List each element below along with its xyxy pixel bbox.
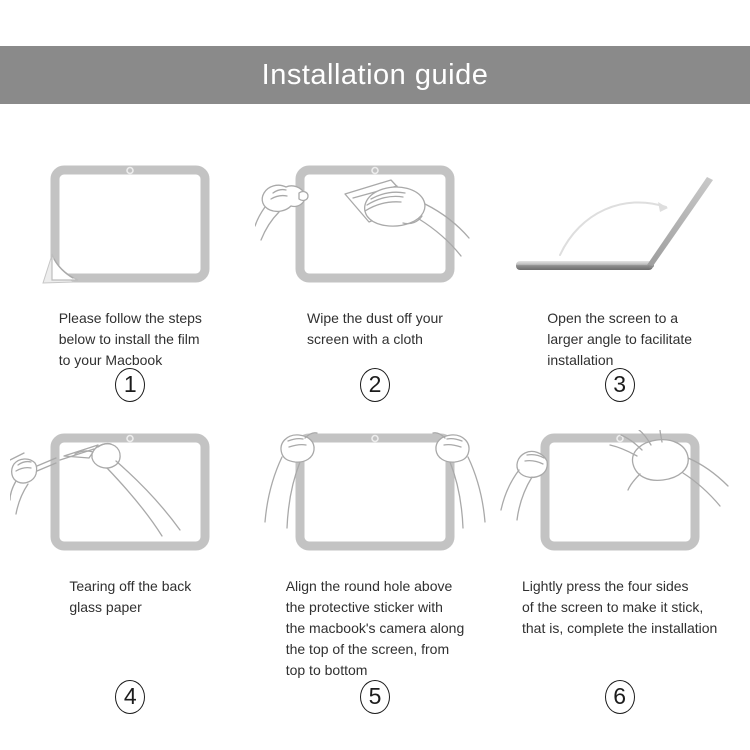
thumb-tip <box>299 192 308 201</box>
screen-frame <box>300 438 450 546</box>
step-1-number-badge: 1 <box>115 368 145 402</box>
step-2-figure <box>255 160 495 288</box>
header-banner <box>0 46 750 104</box>
wrist-line <box>255 207 265 226</box>
step-4-caption: Tearing off the back glass paper <box>69 578 192 615</box>
open-laptop-illustration <box>500 162 740 288</box>
step-5-figure <box>255 428 495 556</box>
wipe-cloth-illustration <box>255 162 495 288</box>
steps-row-1 <box>8 160 742 402</box>
step-6-figure <box>500 428 740 556</box>
step-3-caption: Open the screen to a larger angle to facilitate installation <box>547 310 693 368</box>
steps-row-2 <box>8 428 742 714</box>
step-1-figure <box>10 160 250 288</box>
step-1 <box>8 160 253 402</box>
step-4 <box>8 428 253 714</box>
step-5-number-badge: 5 <box>360 680 390 714</box>
step-2-caption: Wipe the dust off your screen with a cloth <box>307 310 443 347</box>
step-6 <box>497 428 742 714</box>
laptop-base <box>516 261 653 270</box>
step-1-caption: Please follow the steps below to install the film to your Macbook <box>58 310 202 368</box>
step-6-number-badge: 6 <box>605 680 635 714</box>
step-2-number-badge: 2 <box>360 368 390 402</box>
step-3-figure <box>500 160 740 288</box>
step-5 <box>253 428 498 714</box>
macbook-film-peel-illustration <box>10 162 250 288</box>
pinching-hand <box>92 444 120 468</box>
tear-backing-illustration <box>10 430 250 556</box>
step-5-caption: Align the round hole above the protective sticker with the macbook's camera along the top of the screen, from top to bottom <box>285 578 465 678</box>
arm-line <box>468 457 485 522</box>
open-direction-arrow <box>560 202 666 255</box>
right-palm <box>632 440 688 481</box>
step-2 <box>253 160 498 402</box>
page-title: Installation guide <box>261 58 489 91</box>
wrist-line <box>16 484 28 514</box>
align-film-illustration <box>255 430 495 556</box>
screen-frame <box>55 170 205 278</box>
step-3-number-badge: 3 <box>605 368 635 402</box>
step-4-figure <box>10 428 250 556</box>
step-3 <box>497 160 742 402</box>
wrist-line <box>10 481 16 500</box>
step-4-number-badge: 4 <box>115 680 145 714</box>
step-6-caption: Lightly press the four sides of the screen to make it stick, that is, complete the installation <box>521 578 718 636</box>
wrist-line <box>261 212 279 240</box>
arm-line <box>265 457 282 522</box>
arm-line <box>501 470 519 510</box>
laptop-screen <box>647 177 713 266</box>
arm-line <box>517 477 532 520</box>
press-sides-illustration <box>500 430 740 556</box>
